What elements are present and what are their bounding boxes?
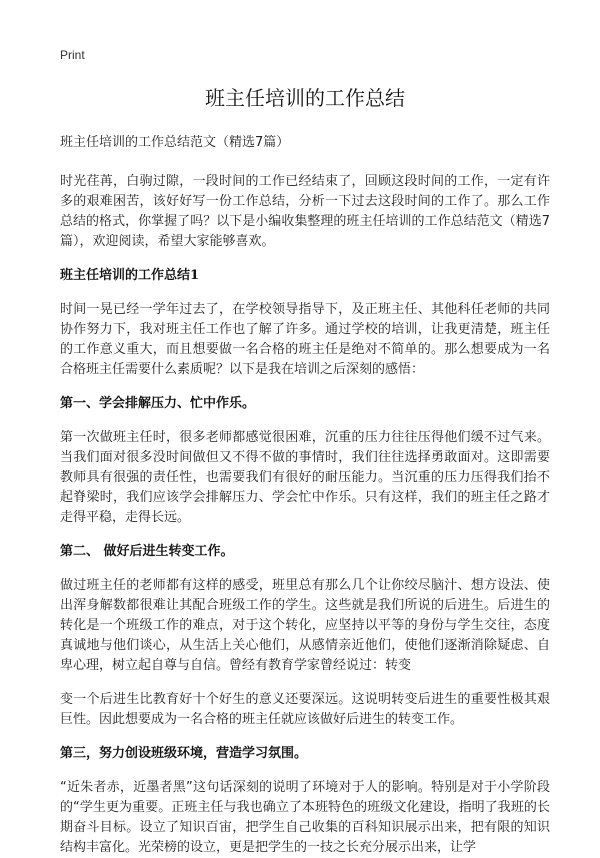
section-2-heading: 第二、 做好后进生转变工作。: [60, 544, 234, 559]
print-link[interactable]: Print: [60, 48, 85, 62]
section-1-heading: 第一、学会排解压力、忙中作乐。: [60, 396, 256, 411]
section-2-paragraph-1: 做过班主任的老师都有这样的感受，班里总有那么几个让你绞尽脑汁、想方设法、使出浑身解数都很难让其配合班级工作的学生。这些就是我们所说的后进生。后进生的转化是一个班级工作的难点，对于这个转化，应坚持以平等的身份与学生交往，态度真诚地与他们谈心，从生活上关心他们，从感情亲近他们，使他们逐渐消除疑虑、自卑心理，树立起自尊与自信。曾经有教育学家曾经说过：转变: [60, 578, 550, 673]
section-2-paragraph-2: 变一个后进生比教育好十个好生的意义还要深远。这说明转变后进生的重要性极其艰巨性。因此想要成为一名合格的班主任就应该做好后进生的转变工作。: [60, 692, 550, 727]
article-heading: 班主任培训的工作总结1: [60, 268, 200, 283]
intro-paragraph: 时光荏苒，白驹过隙，一段时间的工作已经结束了，回顾这段时间的工作，一定有许多的艰难困苦，该好好写一份工作总结，分析一下过去这段时间的工作了。那么工作总结的格式，你掌握了吗？以下是小编收集整理的班主任培训的工作总结范文（精选7篇），欢迎阅读，希望大家能够喜欢。: [60, 174, 550, 249]
section-3-paragraph: “近朱者赤，近墨者黑”这句话深刻的说明了环境对于人的影响。特别是对于小学阶段的“学生更为重要。正班主任与我也确立了本班特色的班级文化建设，指明了我班的长期奋斗目标。设立了知识百宙，把学生自己收集的百科知识展示出来，把有限的知识结构丰富化。光荣榜的设立，更是把学生的一技之长充分展示出来，让学: [60, 780, 550, 855]
section-3-heading: 第三，努力创设班级环境，营造学习氛围。: [60, 746, 308, 761]
article-intro-paragraph: 时间一晃已经一学年过去了，在学校领导指导下，及正班主任、其他科任老师的共同协作努力下，我对班主任工作也了解了许多。通过学校的培训，让我更清楚，班主任的工作意义重大，而且想要做一名合格的班主任是绝对不简单的。那么想要成为一名合格班主任需要什么素质呢？以下是我在培训之后深刻的感悟：: [60, 302, 550, 377]
document-title: 班主任培训的工作总结: [205, 86, 405, 110]
section-1-paragraph: 第一次做班主任时，很多老师都感觉很困难，沉重的压力往往压得他们缓不过气来。当我们面对很多没时间做但又不得不做的事情时，我们往往选择勇敢面对。这即需要教师具有很强的责任性，也需要我们有很好的耐压能力。当沉重的压力压得我们抬不起脊梁时，我们应该学会排解压力、学会忙中作乐。只有这样，我们的班主任之路才走得平稳，走得长远。: [60, 430, 550, 525]
document-subtitle: 班主任培训的工作总结范文（精选7篇）: [60, 135, 290, 150]
